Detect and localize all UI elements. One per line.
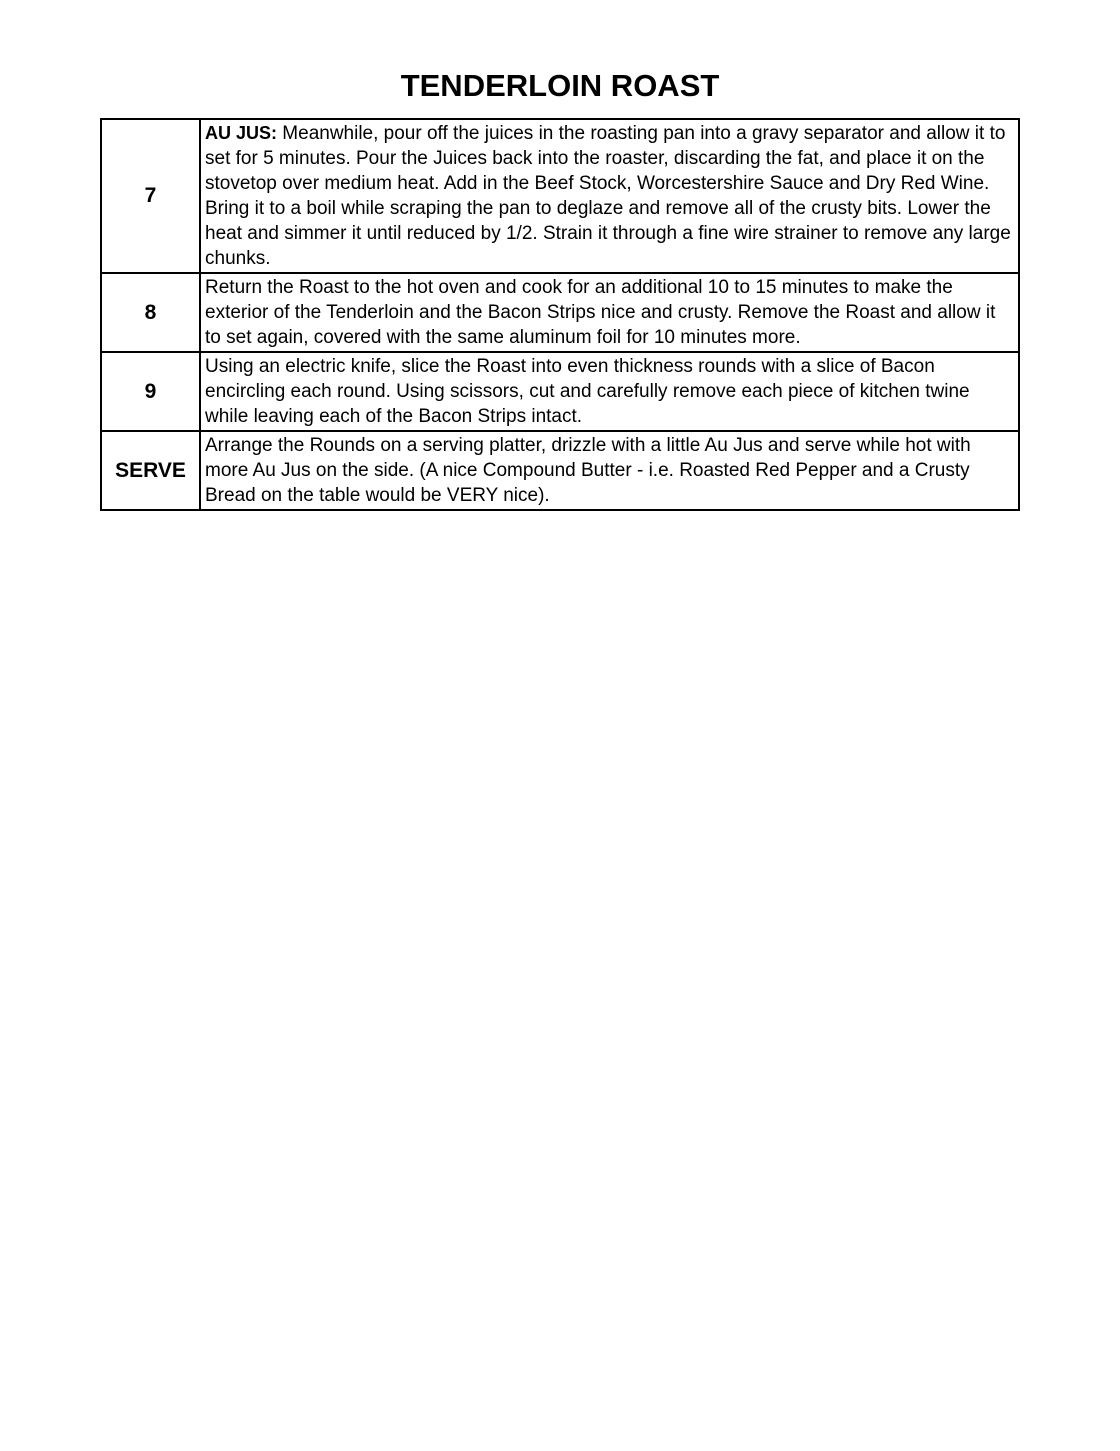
step-text: Arrange the Rounds on a serving platter, drizzle with a little Au Jus and serve while hot with more Au Jus on the side. (A nice Compound Butter - i.e. Roasted Red Pepper and a Crusty Bread on the table would be VERY nice). [205,435,971,506]
step-instructions [200,431,1019,510]
step-row [101,431,1019,510]
step-number: 9 [101,352,200,431]
step-text: Return the Roast to the hot oven and cook for an additional 10 to 15 minutes to make the exterior of the Tenderloin and the Bacon Strips nice and crusty. Remove the Roast and allow it to set again, covered with the same aluminum foil for 10 minutes more. [205,277,996,348]
page-title: TENDERLOIN ROAST [400,68,720,103]
step-number: SERVE [101,431,200,510]
step-row [101,352,1019,431]
step-number: 7 [101,119,200,273]
step-instructions [200,273,1019,352]
step-number: 8 [101,273,200,352]
step-text: Meanwhile, pour off the juices in the roasting pan into a gravy separator and allow it to set for 5 minutes. Pour the Juices back into the roaster, discarding the fat, and place it on the stovetop over medium heat. Add in the Beef Stock, Worcestershire Sauce and Dry Red Wine. Bring it to a boil while scraping the pan to deglaze and remove all of the crusty bits. Lower the heat and simmer it until reduced by 1/2. Strain it through a fine wire strainer to remove any large chunks. [205,123,1011,269]
step-instructions [200,119,1019,273]
recipe-steps-table [100,118,1020,511]
step-instructions [200,352,1019,431]
step-row [101,119,1019,273]
step-lead-label: AU JUS: [205,123,278,143]
step-text: Using an electric knife, slice the Roast into even thickness rounds with a slice of Bacon encircling each round. Using scissors, cut and carefully remove each piece of kitchen twine while leaving each of the Bacon Strips intact. [205,356,970,427]
step-row [101,273,1019,352]
